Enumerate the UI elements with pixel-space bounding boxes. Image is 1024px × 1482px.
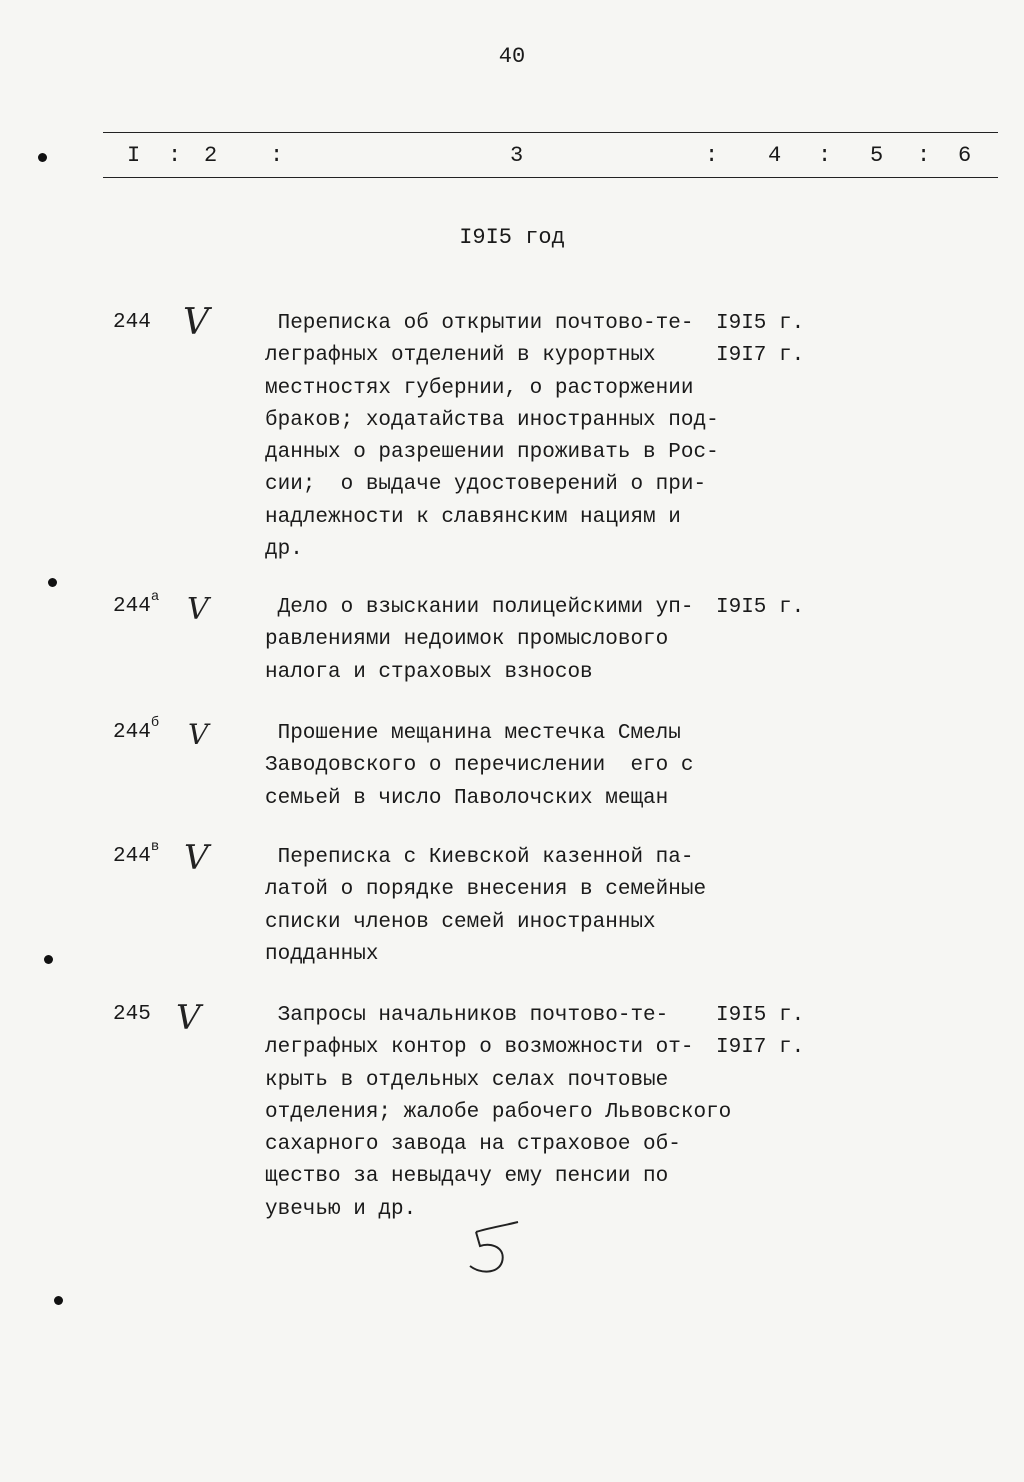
scan-dot	[44, 955, 53, 964]
column-separator: :	[917, 143, 931, 168]
check-mark: V	[188, 718, 209, 751]
entry-description: Переписка с Киевской казенной па- латой о порядке внесения в семейные списки членов семей иностранных подданных	[265, 846, 707, 966]
column-header-1: I	[127, 143, 141, 168]
entry-description: Запросы начальников почтово-те- леграфных контор о возможности от- крыть в отдельных селах почтовые отделения; жалобе рабочего Львовского сахарного завода на страховое об- щество за невыдачу ему пенсии по увечью и др.	[265, 1004, 732, 1221]
scan-dot	[38, 153, 47, 162]
check-mark: V	[183, 302, 209, 343]
check-mark: V	[176, 998, 201, 1038]
entry-number: 244	[113, 311, 151, 334]
entry-description: Дело о взыскании полицейскими уп- равлениями недоимок промыслового налога и страховых взносов	[265, 596, 694, 684]
entry-number: 245	[113, 1003, 151, 1026]
column-separator: :	[818, 143, 832, 168]
scan-dot	[48, 578, 57, 587]
entry-number: $244^в$	[113, 839, 160, 868]
entry-description: Прошение мещанина местечка Смелы Заводовского о перечислении его с семьей в число Паволочских мещан	[265, 722, 694, 810]
column-header-4: 4	[768, 143, 782, 168]
entry-dates: I9I5 г. I9I7 г.	[716, 1004, 805, 1060]
handwritten-mark	[462, 1218, 532, 1280]
entry-dates: I9I5 г. I9I7 г.	[716, 312, 805, 368]
entry-dates: I9I5 г.	[716, 596, 805, 619]
entry-number: $244^а$	[113, 589, 160, 618]
header-rule-bottom	[103, 177, 998, 178]
column-header-2: 2	[204, 143, 218, 168]
page-number: 40	[498, 44, 526, 69]
column-separator: :	[270, 143, 284, 168]
column-header-6: 6	[958, 143, 972, 168]
entry-number: $244^б$	[113, 715, 160, 744]
check-mark: V	[187, 592, 209, 627]
column-separator: :	[168, 143, 182, 168]
check-mark: V	[184, 838, 209, 878]
column-header-3: 3	[510, 143, 524, 168]
column-header-5: 5	[870, 143, 884, 168]
column-separator: :	[705, 143, 719, 168]
scan-dot	[54, 1296, 63, 1305]
entry-description: Переписка об открытии почтово-те- леграфных отделений в курортных местностях губернии, о расторжении браков; ходатайства иностранных под- данных о разрешении проживать в Рос- сии; о выдаче удостоверений о при- надлежности к славянским нациям и др.	[265, 312, 719, 562]
header-rule-top	[103, 132, 998, 133]
year-heading: I9I5 год	[459, 225, 565, 250]
